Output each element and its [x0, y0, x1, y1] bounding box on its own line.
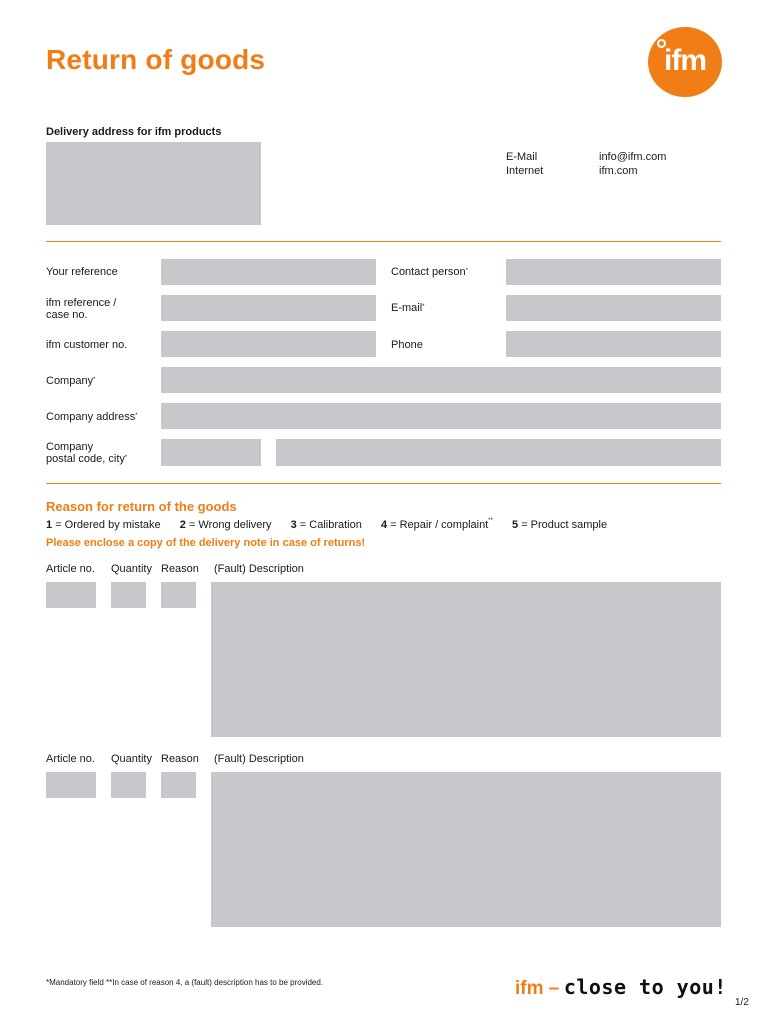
reason-option-1: 1 = Ordered by mistake — [46, 519, 161, 531]
delivery-note-reminder: Please enclose a copy of the delivery note in case of returns! — [46, 537, 366, 549]
company-input[interactable] — [161, 367, 721, 393]
reason-options — [46, 519, 623, 531]
quantity-label: Quantity — [111, 563, 152, 575]
slogan-brand: ifm – — [515, 978, 560, 999]
contact-person-input[interactable] — [506, 259, 721, 285]
email-input[interactable] — [506, 295, 721, 321]
slogan — [515, 975, 727, 1000]
company-address-input[interactable] — [161, 403, 721, 429]
company-label: Company* — [46, 375, 96, 387]
internet-value[interactable]: ifm.com — [599, 165, 638, 177]
quantity-input[interactable] — [111, 772, 146, 798]
ifm-logo — [648, 27, 722, 97]
slogan-text: close to you! — [563, 975, 727, 999]
customer-no-label: ifm customer no. — [46, 339, 128, 351]
footnote: *Mandatory field **In case of reason 4, a (fault) description has to be provided. — [46, 978, 324, 987]
email-contact-value[interactable]: info@ifm.com — [599, 151, 667, 163]
ifm-reference-label: ifm reference / case no. — [46, 297, 117, 321]
article-no-input[interactable] — [46, 582, 96, 608]
phone-input[interactable] — [506, 331, 721, 357]
description-textarea[interactable] — [211, 772, 721, 927]
your-reference-input[interactable] — [161, 259, 376, 285]
reason-option-5: 5 = Product sample — [512, 519, 608, 531]
divider — [46, 241, 721, 242]
reason-option-2: 2 = Wrong delivery — [179, 519, 272, 531]
delivery-address-box — [46, 142, 261, 225]
delivery-address-heading: Delivery address for ifm products — [46, 126, 222, 138]
page-number: 1/2 — [735, 997, 749, 1008]
reason-input[interactable] — [161, 582, 196, 608]
customer-no-input[interactable] — [161, 331, 376, 357]
reason-heading: Reason for return of the goods — [46, 499, 237, 514]
quantity-label: Quantity — [111, 753, 152, 765]
reason-label: Reason — [161, 563, 199, 575]
divider — [46, 483, 721, 484]
article-no-input[interactable] — [46, 772, 96, 798]
article-no-label: Article no. — [46, 753, 95, 765]
quantity-input[interactable] — [111, 582, 146, 608]
page-title: Return of goods — [46, 44, 266, 75]
contact-person-label: Contact person* — [391, 266, 468, 278]
description-label: (Fault) Description — [214, 563, 304, 575]
internet-label: Internet — [506, 165, 544, 177]
phone-label: Phone — [391, 339, 423, 351]
ifm-reference-input[interactable] — [161, 295, 376, 321]
city-input[interactable] — [276, 439, 721, 466]
description-label: (Fault) Description — [214, 753, 304, 765]
description-textarea[interactable] — [211, 582, 721, 737]
email-contact-label: E-Mail — [506, 151, 538, 163]
company-address-label: Company address* — [46, 411, 138, 423]
postal-code-input[interactable] — [161, 439, 261, 466]
your-reference-label: Your reference — [46, 266, 118, 278]
reason-option-3: 3 = Calibration — [290, 519, 362, 531]
reason-option-4: 4 = Repair / complaint** — [380, 518, 493, 531]
reason-label: Reason — [161, 753, 199, 765]
reason-input[interactable] — [161, 772, 196, 798]
postal-city-label: Company postal code, city* — [46, 441, 128, 465]
article-no-label: Article no. — [46, 563, 95, 575]
email-label: E-mail* — [391, 302, 425, 314]
logo-text: ifm — [664, 44, 706, 77]
